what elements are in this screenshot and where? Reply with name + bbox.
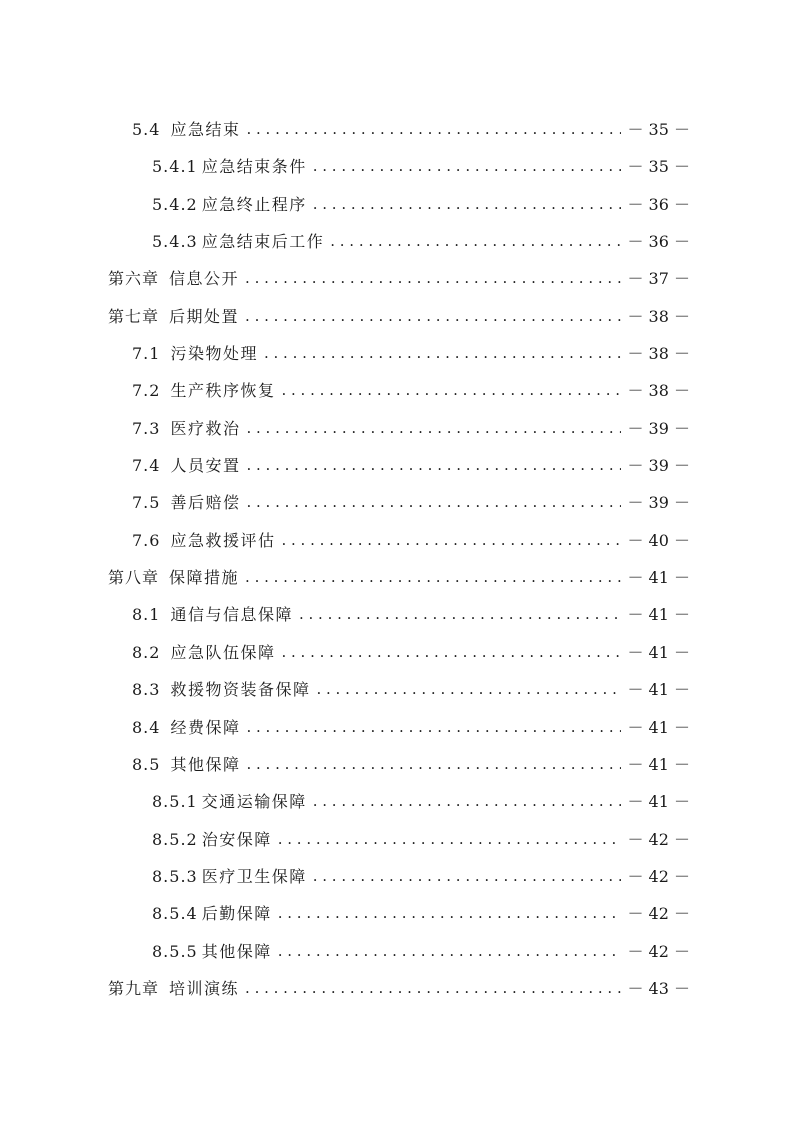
toc-entry-page-number: － 41 －: [627, 568, 690, 588]
toc-entry-number: 8.5.1: [152, 792, 198, 812]
toc-entry-page-number: － 41 －: [627, 680, 690, 700]
toc-entry-title: 信息公开: [169, 269, 240, 289]
toc-entry-content: [108, 559, 690, 596]
toc-entry[interactable]: [0, 895, 793, 932]
toc-dot-leader: [246, 111, 621, 148]
toc-entry-content: [132, 111, 690, 148]
toc-entry[interactable]: [0, 559, 793, 596]
toc-entry-content: [152, 821, 690, 858]
toc-entry-number: 7.4: [132, 456, 161, 476]
toc-entry-title: 培训演练: [169, 978, 240, 998]
toc-entry-content: [108, 298, 690, 335]
toc-entry-content: [108, 260, 690, 297]
toc-entry-content: [132, 709, 690, 746]
toc-entry-title: 医疗卫生保障: [201, 866, 307, 886]
toc-entry-page-number: － 38 －: [627, 306, 690, 326]
toc-entry-number: 8.2: [132, 642, 161, 662]
toc-entry-number: 5.4.2: [152, 194, 198, 214]
toc-dot-leader: [246, 746, 621, 783]
toc-entry-number: 8.3: [132, 680, 161, 700]
toc-entry-page-number: － 39 －: [627, 456, 690, 476]
toc-entry-content: [152, 783, 690, 820]
toc-entry-title: 交通运输保障: [201, 792, 307, 812]
toc-entry-title: 应急结束: [170, 120, 241, 139]
toc-dot-leader: [330, 223, 621, 260]
toc-dot-leader: [313, 148, 622, 185]
toc-entry-number: 第九章: [108, 978, 160, 998]
toc-entry[interactable]: [0, 634, 793, 671]
table-of-contents: [0, 111, 793, 1007]
toc-entry-number: 8.5.5: [152, 941, 198, 961]
toc-entry-number: 第六章: [108, 269, 160, 289]
toc-dot-leader: [245, 260, 621, 297]
toc-entry-title: 治安保障: [201, 829, 272, 849]
toc-dot-leader: [281, 634, 621, 671]
toc-entry[interactable]: [0, 186, 793, 223]
toc-entry-number: 8.5.4: [152, 904, 198, 924]
toc-entry-page-number: － 37 －: [627, 269, 690, 289]
toc-entry-title: 经费保障: [170, 717, 241, 737]
toc-entry-title: 污染物处理: [170, 344, 258, 364]
toc-dot-leader: [245, 298, 621, 335]
toc-entry[interactable]: [0, 858, 793, 895]
toc-entry[interactable]: [0, 596, 793, 633]
toc-entry-content: [132, 634, 690, 671]
toc-entry-number: 5.4.3: [152, 232, 198, 252]
toc-entry-content: [132, 671, 690, 708]
toc-entry-number: 5.4.1: [152, 157, 198, 177]
toc-entry-page-number: － 42 －: [627, 829, 690, 849]
toc-entry-content: [132, 372, 690, 409]
toc-dot-leader: [246, 447, 621, 484]
toc-entry-number: 8.4: [132, 717, 161, 737]
toc-entry-page-number: － 39 －: [627, 493, 690, 513]
toc-entry-title: 医疗救治: [170, 418, 241, 438]
toc-entry-content: [132, 746, 690, 783]
toc-entry-title: 后勤保障: [201, 904, 272, 924]
toc-entry-page-number: － 36 －: [627, 232, 690, 252]
toc-dot-leader: [299, 596, 621, 633]
toc-entry-page-number: － 42 －: [627, 904, 690, 924]
toc-entry-content: [132, 484, 690, 521]
toc-entry[interactable]: [0, 298, 793, 335]
toc-dot-leader: [316, 671, 621, 708]
toc-entry-page-number: － 43 －: [627, 978, 690, 998]
toc-entry[interactable]: [0, 484, 793, 521]
toc-entry-number: 7.1: [132, 344, 161, 364]
toc-entry-title: 应急结束条件: [201, 157, 307, 177]
toc-entry[interactable]: [0, 970, 793, 1007]
toc-entry-content: [152, 858, 690, 895]
toc-dot-leader: [246, 410, 621, 447]
toc-entry-number: 7.2: [132, 381, 161, 401]
toc-entry-page-number: － 41 －: [627, 605, 690, 625]
toc-entry[interactable]: [0, 372, 793, 409]
toc-entry-title: 后期处置: [169, 306, 240, 326]
toc-entry[interactable]: [0, 671, 793, 708]
toc-dot-leader: [278, 933, 622, 970]
toc-entry[interactable]: [0, 933, 793, 970]
toc-entry-number: 5.4: [132, 120, 161, 139]
toc-entry-title: 应急终止程序: [201, 194, 307, 214]
toc-entry[interactable]: [0, 223, 793, 260]
toc-entry-number: 8.5.3: [152, 866, 198, 886]
toc-dot-leader: [313, 858, 622, 895]
toc-entry-title: 善后赔偿: [170, 493, 241, 513]
toc-entry-page-number: － 35 －: [627, 157, 690, 177]
toc-entry-content: [152, 895, 690, 932]
toc-entry-page-number: － 36 －: [627, 194, 690, 214]
toc-dot-leader: [245, 559, 621, 596]
toc-entry-number: 第八章: [108, 568, 160, 588]
toc-entry[interactable]: [0, 260, 793, 297]
toc-entry-content: [108, 970, 690, 1007]
toc-entry-content: [152, 223, 690, 260]
toc-dot-leader: [313, 783, 622, 820]
toc-entry[interactable]: [0, 410, 793, 447]
toc-entry-title: 保障措施: [169, 568, 240, 588]
toc-dot-leader: [246, 709, 621, 746]
toc-entry-number: 第七章: [108, 306, 160, 326]
toc-entry-title: 应急队伍保障: [170, 642, 276, 662]
toc-entry-page-number: － 42 －: [627, 941, 690, 961]
toc-entry-number: 7.5: [132, 493, 161, 513]
toc-entry-page-number: － 41 －: [627, 717, 690, 737]
toc-entry-content: [152, 933, 690, 970]
toc-entry-title: 其他保障: [201, 941, 272, 961]
toc-entry[interactable]: [0, 522, 793, 559]
toc-dot-leader: [245, 970, 621, 1007]
toc-entry-page-number: － 38 －: [627, 344, 690, 364]
toc-entry-title: 救援物资装备保障: [170, 680, 311, 700]
toc-entry[interactable]: [0, 821, 793, 858]
toc-entry-page-number: － 41 －: [627, 754, 690, 774]
toc-entry-page-number: － 38 －: [627, 381, 690, 401]
toc-entry[interactable]: [0, 746, 793, 783]
toc-entry-content: [132, 522, 690, 559]
toc-entry-page-number: － 39 －: [627, 418, 690, 438]
toc-entry-number: 7.6: [132, 530, 161, 550]
toc-entry-page-number: － 42 －: [627, 866, 690, 886]
toc-entry-page-number: － 40 －: [627, 530, 690, 550]
toc-dot-leader: [278, 821, 622, 858]
toc-entry-title: 通信与信息保障: [170, 605, 293, 625]
toc-entry-page-number: － 41 －: [627, 642, 690, 662]
toc-entry-number: 8.5.2: [152, 829, 198, 849]
toc-dot-leader: [246, 484, 621, 521]
toc-entry[interactable]: [0, 709, 793, 746]
toc-entry[interactable]: [0, 447, 793, 484]
toc-dot-leader: [281, 372, 621, 409]
toc-entry-title: 人员安置: [170, 456, 241, 476]
toc-entry-content: [132, 596, 690, 633]
toc-entry-title: 其他保障: [170, 754, 241, 774]
toc-entry-number: 8.5: [132, 754, 161, 774]
toc-entry-title: 生产秩序恢复: [170, 381, 276, 401]
toc-entry-content: [132, 410, 690, 447]
toc-entry-content: [152, 148, 690, 185]
toc-dot-leader: [278, 895, 622, 932]
toc-entry-content: [132, 335, 690, 372]
toc-entry[interactable]: [0, 783, 793, 820]
toc-entry-page-number: － 35 －: [627, 120, 690, 139]
toc-entry-content: [152, 186, 690, 223]
toc-entry-number: 8.1: [132, 605, 161, 625]
toc-entry-content: [132, 447, 690, 484]
toc-entry-page-number: － 41 －: [627, 792, 690, 812]
toc-entry[interactable]: [0, 111, 793, 148]
toc-dot-leader: [264, 335, 621, 372]
toc-entry[interactable]: [0, 148, 793, 185]
toc-dot-leader: [313, 186, 622, 223]
toc-dot-leader: [281, 522, 621, 559]
toc-entry-title: 应急救援评估: [170, 530, 276, 550]
toc-entry[interactable]: [0, 335, 793, 372]
toc-entry-title: 应急结束后工作: [201, 232, 325, 252]
toc-entry-number: 7.3: [132, 418, 161, 438]
